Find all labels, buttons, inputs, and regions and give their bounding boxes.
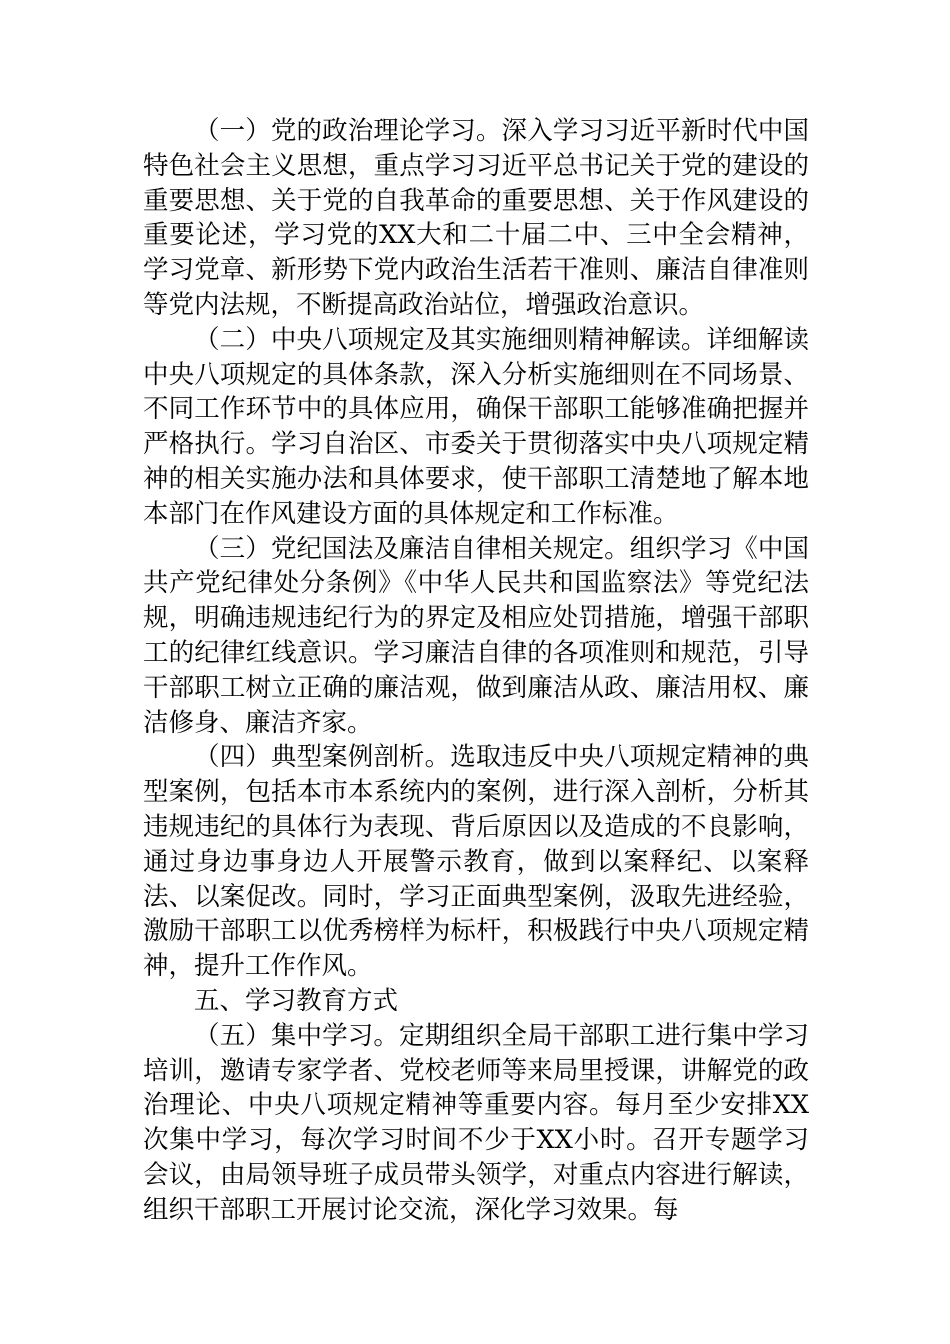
paragraph-case-analysis: （四）典型案例剖析。选取违反中央八项规定精神的典型案例，包括本市本系统内的案例，进行深入剖析，分析其违规违纪的具体行为表现、背后原因以及造成的不良影响，通过身边事身边人开展警示教育，做到以案释纪、以案释法、以案促改。同时，学习正面典型案例，汲取先进经验，激励干部职工以优秀榜样为标杆，积极践行中央八项规定精神，提升工作作风。 <box>143 742 809 982</box>
paragraph-eight-regulations: （二）中央八项规定及其实施细则精神解读。详细解读中央八项规定的具体条款，深入分析实施细则在不同场景、不同工作环节中的具体应用，确保干部职工能够准确把握并严格执行。学习自治区、市委关于贯彻落实中央八项规定精神的相关实施办法和具体要求，使干部职工清楚地了解本地本部门在作风建设方面的具体规定和工作标准。 <box>143 324 809 529</box>
section-heading: 五、学习教育方式 <box>194 985 399 1016</box>
paragraph-party-discipline: （三）党纪国法及廉洁自律相关规定。组织学习《中国共产党纪律处分条例》《中华人民共和国监察法》等党纪法规，明确违规违纪行为的界定及相应处罚措施，增强干部职工的纪律红线意识。学习廉洁自律的各项准则和规范，引导干部职工树立正确的廉洁观，做到廉洁从政、廉洁用权、廉洁修身、廉洁齐家。 <box>143 533 809 738</box>
paragraph-centralized-study: （五）集中学习。定期组织全局干部职工进行集中学习培训，邀请专家学者、党校老师等来局里授课，讲解党的政治理论、中央八项规定精神等重要内容。每月至少安排XX次集中学习，每次学习时间不少于XX小时。召开专题学习会议，由局领导班子成员带头领学，对重点内容进行解读，组织干部职工开展讨论交流，深化学习效果。每 <box>143 1020 809 1225</box>
document-body <box>143 114 809 1228</box>
paragraph-political-theory: （一）党的政治理论学习。深入学习习近平新时代中国特色社会主义思想，重点学习习近平总书记关于党的建设的重要思想、关于党的自我革命的重要思想、关于作风建设的重要论述，学习党的XX大和二十届二中、三中全会精神，学习党章、新形势下党内政治生活若干准则、廉洁自律准则等党内法规，不断提高政治站位，增强政治意识。 <box>143 116 809 320</box>
